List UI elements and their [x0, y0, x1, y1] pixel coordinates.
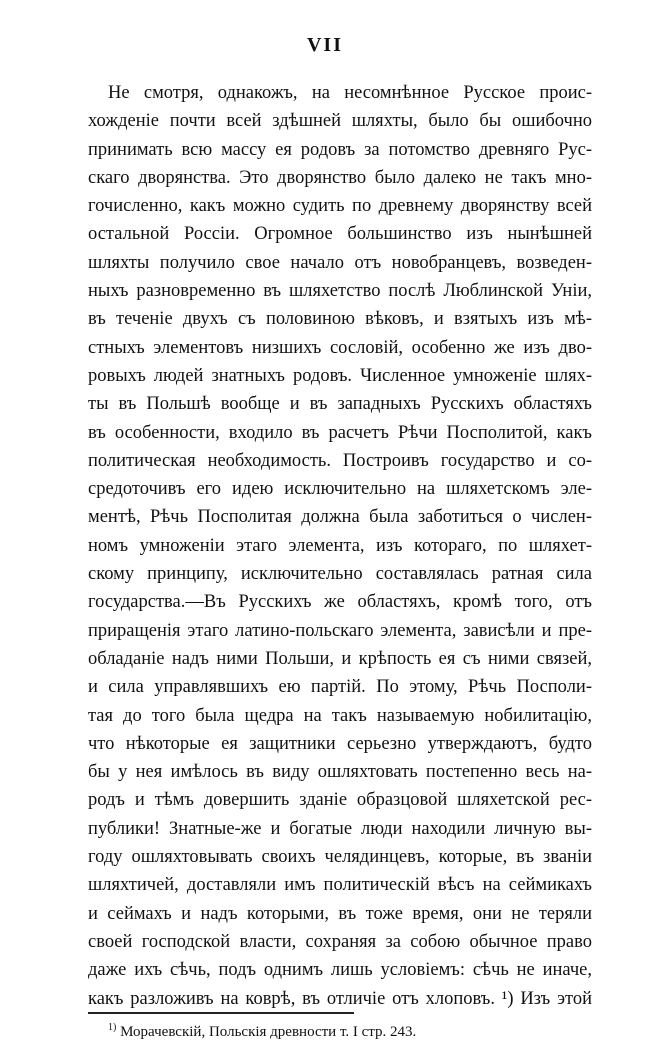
text-line: публики! Знатные-же и богатые люди находили личную вы-: [88, 818, 592, 839]
text-line: скому принципу, исключительно составлялась ратная сила: [88, 564, 592, 585]
text-line: въ теченіе двухъ съ половиною вѣковъ, и взятыхъ изъ мѣ-: [88, 309, 592, 330]
text-line: какъ разложивъ на коврѣ, въ отличіе отъ хлоповъ. ¹) Изъ этой: [88, 988, 592, 1009]
text-line: приращенія этаго латино-польскаго элемента, зависѣли и пре-: [88, 620, 592, 641]
text-line: шляхты получило свое начало отъ новобранцевъ, возведен-: [88, 252, 592, 273]
text-line: остальной Россіи. Огромное большинство изъ нынѣшней: [88, 224, 592, 245]
text-line: скаго дворянства. Это дворянство было далеко не такъ мно-: [88, 167, 592, 188]
text-line: средоточивъ его идею исключительно на шляхетскомъ эле-: [88, 479, 592, 500]
text-line: и сеймахъ и надъ которыми, въ тоже время, они не теряли: [88, 903, 592, 924]
footnote-text: Морачевскій, Польскія древности т. I стр. 243.: [120, 1024, 417, 1040]
text-line: и сила управлявшихъ ею партій. По этому, Рѣчь Посполи-: [88, 677, 592, 698]
text-line: бы у нея имѣлось въ виду ошляхтовать постепенно весь на-: [88, 762, 592, 783]
text-line: году ошляхтовывать своихъ челядинцевъ, которые, въ званіи: [88, 847, 592, 868]
text-line: политическая необходимость. Построивъ государство и со-: [88, 450, 592, 471]
text-line: хожденіе почти всей здѣшней шляхты, было бы ошибочно: [88, 111, 592, 132]
page-number: VII: [306, 34, 343, 56]
text-line: даже ихъ сѣчь, подъ однимъ лишь условіемъ: сѣчь не иначе,: [88, 960, 592, 981]
text-line: своей господской власти, сохраняя за собою обычное право: [88, 931, 592, 952]
text-line: номъ умноженіи этаго элемента, изъ котораго, по шляхет-: [88, 535, 592, 556]
text-line: что нѣкоторые ея защитники серьезно утверждаютъ, будто: [88, 733, 592, 754]
text-line: гочисленно, какъ можно судить по древнему дворянству всей: [88, 196, 592, 217]
text-line: тая до того была щедра на такъ называемую нобилитацію,: [88, 705, 592, 726]
text-line: стныхъ элементовъ низшихъ сословій, особенно же изъ дво-: [88, 337, 592, 358]
text-line: ровыхъ людей знатныхъ родовъ. Численное умноженіе шлях-: [88, 365, 592, 386]
text-line: Не смотря, однакожъ, на несомнѣнное Русское проис-: [108, 83, 592, 103]
text-line: принимать всю массу ея родовъ за потомство древняго Рус-: [88, 139, 592, 160]
footnote-divider: [88, 1012, 354, 1014]
text-line: ныхъ разновременно въ шляхетство послѣ Люблинской Уніи,: [88, 281, 592, 302]
text-line: обладаніе надъ ними Польши, и крѣпость ея съ ними связей,: [88, 648, 592, 669]
text-line: ментѣ, Рѣчь Посполитая должна была заботиться о числен-: [88, 507, 592, 528]
text-line: въ особенности, входило въ расчетъ Рѣчи Посполитой, какъ: [88, 422, 592, 443]
text-line: государства.—Въ Русскихъ же областяхъ, кромѣ того, отъ: [88, 592, 592, 613]
footnote-marker: 1): [108, 1022, 117, 1033]
text-line: родъ и тѣмъ довершить зданіе образцовой шляхетской рес-: [88, 790, 592, 811]
body-text: [88, 79, 592, 1013]
text-line: ты въ Польшѣ вообще и въ западныхъ Русскихъ областяхъ: [88, 394, 592, 415]
text-line: шляхтичей, доставляли имъ политическій вѣсъ на сеймикахъ: [88, 875, 592, 896]
footnote: [108, 1018, 416, 1042]
